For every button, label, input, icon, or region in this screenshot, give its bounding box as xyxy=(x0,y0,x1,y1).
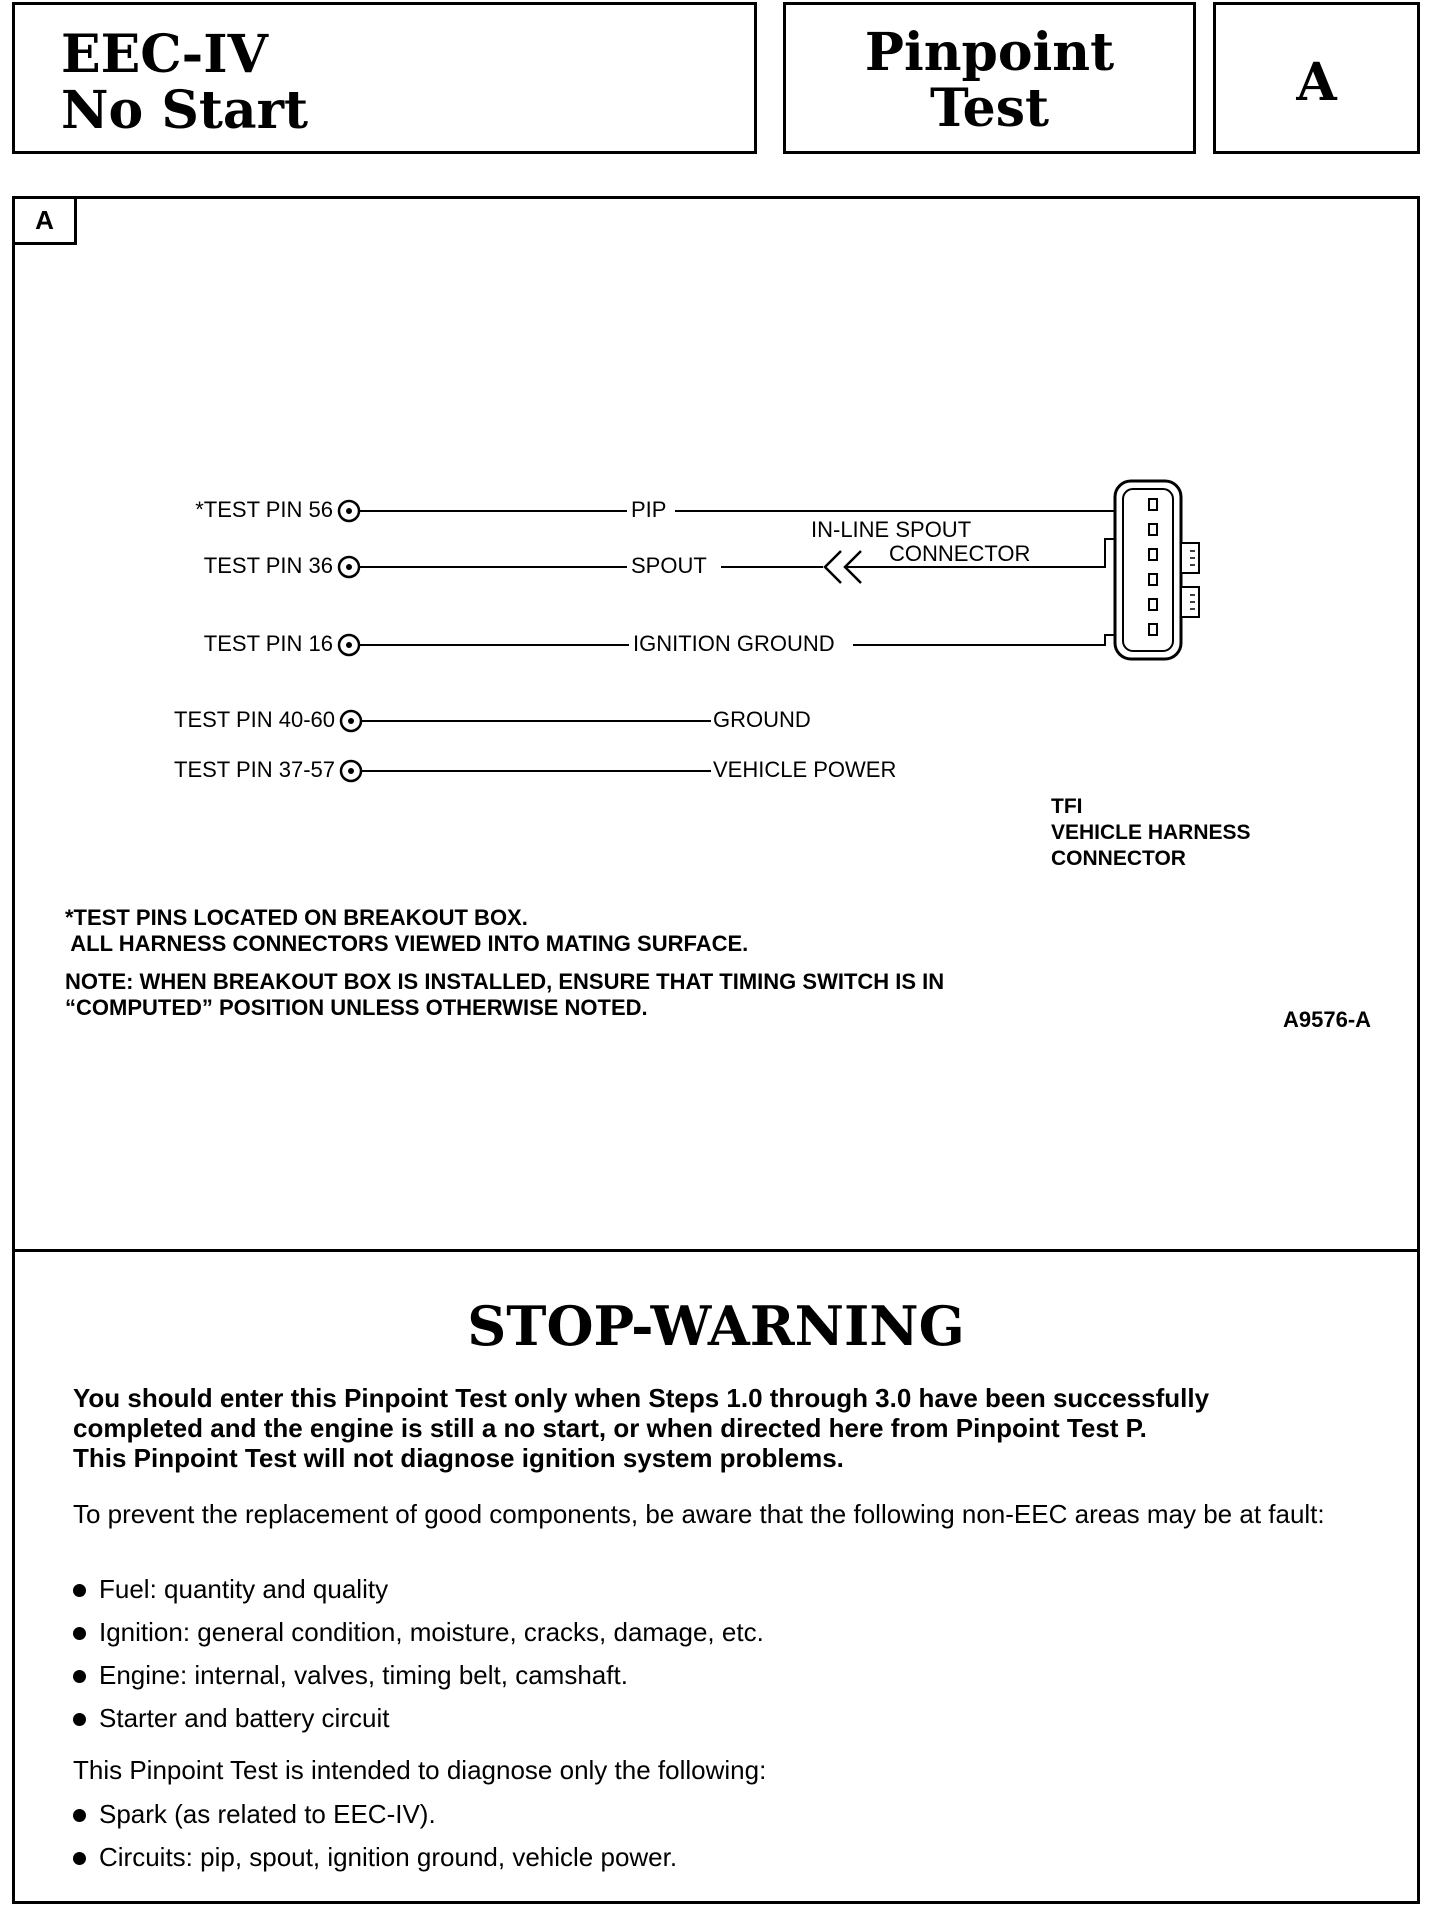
header-title-line1: EEC-IV xyxy=(61,24,268,85)
tfi-harness-connector xyxy=(1115,481,1199,659)
figure-id: A9576-A xyxy=(1283,1007,1372,1032)
bullet-icon xyxy=(73,1627,86,1640)
list-item xyxy=(73,1799,677,1842)
signal-label-ignition-ground: IGNITION GROUND xyxy=(633,631,835,656)
inline-connector-symbol-left xyxy=(825,551,841,583)
harness-connector-label-line2: VEHICLE HARNESS xyxy=(1051,821,1251,844)
warning-title: STOP-WARNING xyxy=(467,1294,965,1358)
list-item xyxy=(73,1660,764,1703)
fault-areas-list xyxy=(73,1574,764,1746)
list-item-text: Ignition: general condition, moisture, cracks, damage, etc. xyxy=(99,1617,764,1647)
list-item xyxy=(73,1703,764,1746)
list-item xyxy=(73,1842,677,1885)
list-item xyxy=(73,1617,764,1660)
list-item-text: Fuel: quantity and quality xyxy=(99,1574,389,1604)
harness-connector-label-line1: TFI xyxy=(1051,795,1083,818)
wiring-diagram xyxy=(15,199,1417,1249)
warning-bold-line-1: You should enter this Pinpoint Test only when Steps 1.0 through 3.0 have been successfully xyxy=(73,1383,1210,1413)
warning-bold-line-2: completed and the engine is still a no start, or when directed here from Pinpoint Test P. xyxy=(73,1413,1147,1443)
list-item-text: Circuits: pip, spout, ignition ground, vehicle power. xyxy=(99,1842,678,1872)
signal-label-spout: SPOUT xyxy=(631,553,707,578)
pin-label-56: *TEST PIN 56 xyxy=(195,497,333,522)
header-test-type-line2: Test xyxy=(929,78,1050,139)
main-panel xyxy=(12,196,1420,1904)
bullet-icon xyxy=(73,1809,86,1822)
note-line-3: NOTE: WHEN BREAKOUT BOX IS INSTALLED, ENSURE THAT TIMING SWITCH IS IN xyxy=(65,969,945,994)
section-divider xyxy=(15,1249,1417,1252)
list-item-text: Spark (as related to EEC-IV). xyxy=(99,1799,436,1829)
wire-ignition-ground-right xyxy=(853,635,1135,645)
header-test-type-line1: Pinpoint xyxy=(864,22,1115,83)
pin-label-16: TEST PIN 16 xyxy=(203,631,333,656)
header-title-line2: No Start xyxy=(61,80,308,141)
note-line-2: ALL HARNESS CONNECTORS VIEWED INTO MATING SURFACE. xyxy=(65,931,749,956)
signal-label-vehicle-power: VEHICLE POWER xyxy=(713,757,897,782)
pin-terminal-36 xyxy=(339,557,359,577)
panel-label: A xyxy=(15,199,77,245)
pin-label-40-60: TEST PIN 40-60 xyxy=(174,707,335,732)
header-test-type-box xyxy=(783,2,1196,154)
inline-connector-label-line2: CONNECTOR xyxy=(889,541,1031,566)
list-item xyxy=(73,1574,764,1617)
note-line-4: “COMPUTED” POSITION UNLESS OTHERWISE NOTED. xyxy=(65,995,648,1020)
bullet-icon xyxy=(73,1670,86,1683)
note-line-1: *TEST PINS LOCATED ON BREAKOUT BOX. xyxy=(65,905,528,930)
header-test-type xyxy=(786,22,1193,139)
pin-terminal-56 xyxy=(339,501,359,521)
list-item-text: Engine: internal, valves, timing belt, camshaft. xyxy=(99,1660,628,1690)
pin-terminal-16 xyxy=(339,635,359,655)
warning-bold-text xyxy=(73,1383,1373,1473)
signal-label-pip: PIP xyxy=(631,497,667,522)
header-title-box xyxy=(12,2,757,154)
header-test-letter: A xyxy=(1296,52,1337,113)
diagnose-intro: This Pinpoint Test is intended to diagnose only the following: xyxy=(73,1755,767,1785)
prevent-intro: To prevent the replacement of good components, be aware that the following non-EEC areas may be at fault: xyxy=(73,1499,1325,1529)
pin-label-37-57: TEST PIN 37-57 xyxy=(174,757,335,782)
bullet-icon xyxy=(73,1713,86,1726)
pin-terminal-40-60 xyxy=(341,711,361,731)
bullet-icon xyxy=(73,1852,86,1865)
warning-bold-line-3: This Pinpoint Test will not diagnose ignition system problems. xyxy=(73,1443,844,1473)
inline-connector-label-line1: IN-LINE SPOUT xyxy=(811,517,972,542)
diagnose-list xyxy=(73,1799,677,1885)
signal-label-ground: GROUND xyxy=(713,707,811,732)
diagram-notes xyxy=(65,905,944,1021)
header-title xyxy=(61,24,308,141)
harness-connector-label-line3: CONNECTOR xyxy=(1051,847,1186,870)
pin-terminal-37-57 xyxy=(341,761,361,781)
pin-label-36: TEST PIN 36 xyxy=(203,553,333,578)
list-item-text: Starter and battery circuit xyxy=(99,1703,390,1733)
header-letter-box xyxy=(1213,2,1420,154)
bullet-icon xyxy=(73,1584,86,1597)
